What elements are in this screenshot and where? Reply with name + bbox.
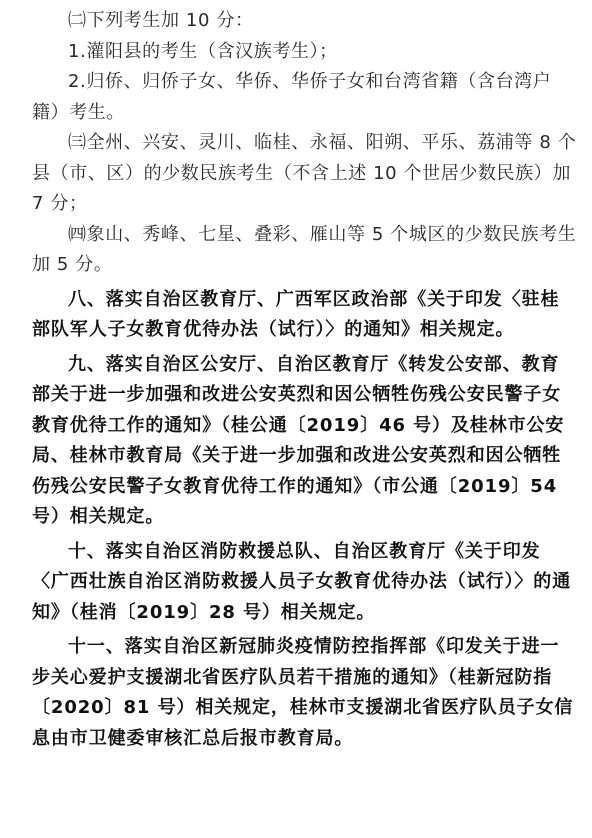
paragraph-section-9: 九、落实自治区公安厅、自治区教育厅《转发公安部、教育部关于进一步加强和改进公安英烈和因公牺牲伤残公安民警子女教育优待工作的通知》（桂公通〔2019〕46 号）及桂林市公安局、桂林市教育局《关于进一步加强和改进公安英烈和因公牺牲伤残公安民警子女教育优待工作的通知》（市公通〔2019〕54 号）相关规定。 [32,353,565,527]
paragraph-item-4: ㈣象山、秀峰、七星、叠彩、雁山等 5 个城区的少数民族考生加 5 分。 [32,223,577,275]
paragraph-item-2: ㈡下列考生加 10 分： [68,10,254,31]
paragraph-item-3: ㈢全州、兴安、灵川、临桂、永福、阳朔、平乐、荔浦等 8 个县（市、区）的少数民族考生（不含上述 10 个世居少数民族）加 7 分； [32,132,577,214]
paragraph-section-11: 十一、落实自治区新冠肺炎疫情防控指挥部《印发关于进一步关心爱护支援湖北省医疗队员若干措施的通知》（桂新冠防指〔2020〕81 号）相关规定，桂林市支援湖北省医疗队员子女信息由市卫健委审核汇总后报市教育局。 [32,636,574,749]
paragraph-item-2-1: 1.灌阳县的考生（含汉族考生）； [68,40,338,62]
paragraph-item-2-2: 2.归侨、归侨子女、华侨、华侨子女和台湾省籍（含台湾户籍）考生。 [32,71,552,123]
paragraph-section-10: 十、落实自治区消防救援总队、自治区教育厅《关于印发〈广西壮族自治区消防救援人员子女教育优待办法（试行）〉的通知》（桂消〔2019〕28 号）相关规定。 [32,540,572,623]
paragraph-section-8: 八、落实自治区教育厅、广西军区政治部《关于印发〈驻桂部队军人子女教育优待办法（试行）〉的通知》相关规定。 [32,288,560,340]
